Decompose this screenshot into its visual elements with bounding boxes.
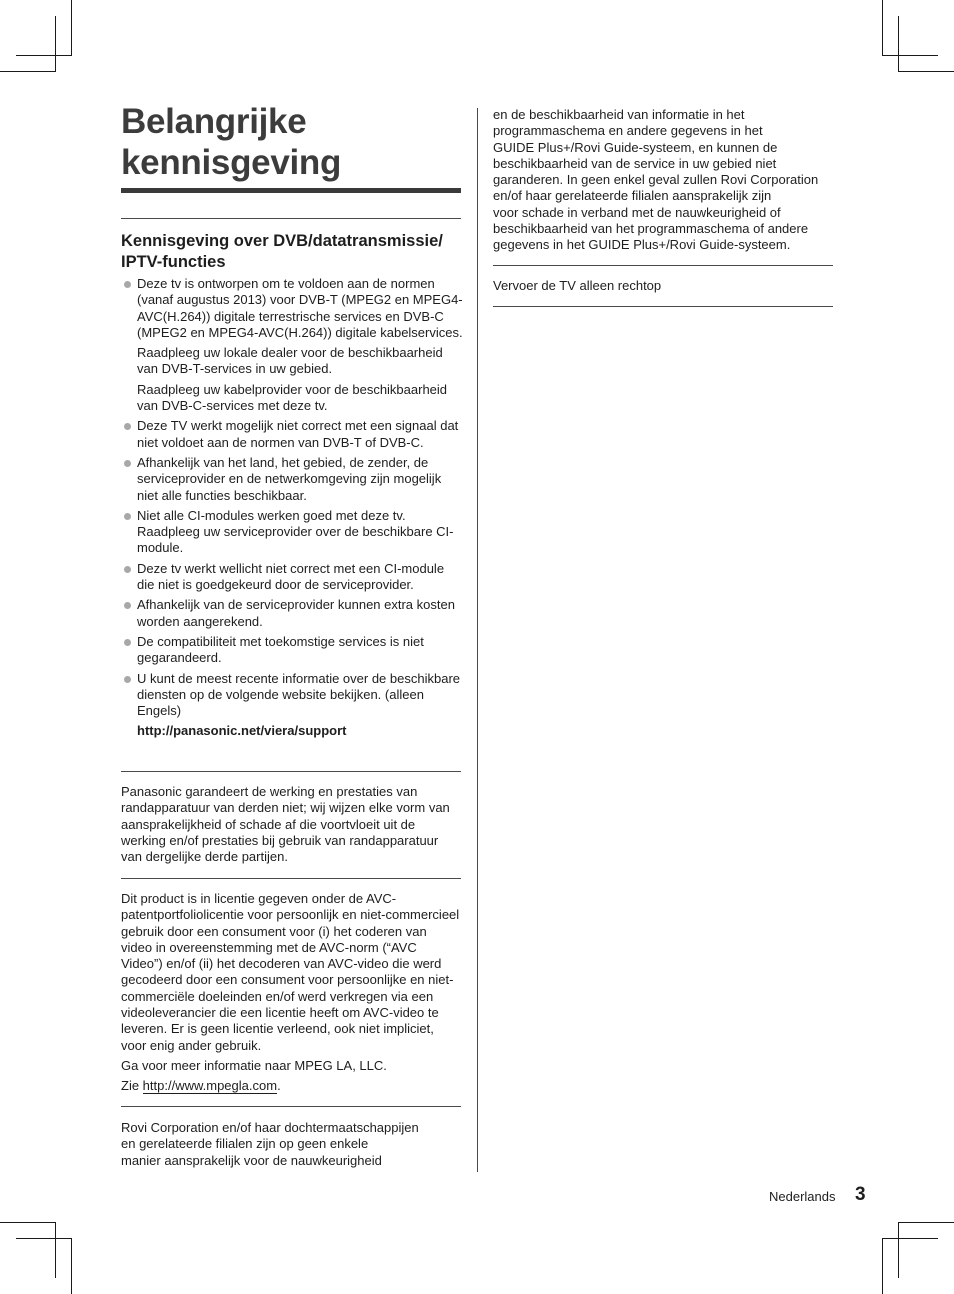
list-item-text: Deze tv werkt wellicht niet correct met een CI-module die niet is goedgekeurd door de serviceprovider. — [137, 560, 445, 593]
bullet-icon — [124, 602, 131, 609]
list-item-text: Niet alle CI-modules werken goed met deze tv. Raadpleeg uw serviceprovider over de beschikbare CI-module. — [137, 507, 454, 556]
list-item-text: Afhankelijk van het land, het gebied, de zender, de serviceprovider en de netwerkomgeving zijn mogelijk niet alle functies beschikbaar. — [137, 454, 442, 503]
crop-mark — [882, 1238, 938, 1239]
list-item-text: Deze TV werkt mogelijk niet correct met een signaal dat niet voldoet aan de normen van DVB-T of DVB-C. — [137, 418, 459, 450]
section-divider — [121, 878, 461, 879]
crop-mark — [16, 1238, 72, 1239]
crop-mark — [882, 55, 938, 56]
see-suffix: . — [277, 1078, 281, 1094]
bullet-icon — [124, 513, 131, 520]
list-item — [121, 671, 463, 720]
page-title-line: Belangrijke — [121, 102, 307, 141]
title-underline — [121, 188, 461, 193]
dvb-notice-section — [121, 231, 463, 744]
section-divider — [121, 218, 461, 219]
text-line: GUIDE Plus+/Rovi Guide-systeem, en kunnen de — [493, 139, 778, 155]
crop-mark — [898, 1222, 954, 1223]
section-divider — [121, 771, 461, 772]
list-item-note: Raadpleeg uw kabelprovider voor de beschikbaarheid van DVB-C-services met deze tv. — [137, 381, 448, 414]
column-divider — [477, 108, 478, 1172]
crop-mark — [55, 1222, 56, 1278]
text-line: gegevens in het GUIDE Plus+/Rovi Guide-systeem. — [493, 237, 791, 253]
crop-mark — [16, 55, 72, 56]
crop-mark — [898, 16, 899, 72]
bullet-icon — [124, 676, 131, 683]
crop-mark — [55, 16, 56, 72]
text-line: en gerelateerde filialen zijn op geen enkele — [121, 1136, 369, 1152]
text-line: garanderen. In geen enkel geval zullen Rovi Corporation — [493, 172, 819, 188]
bullet-icon — [124, 566, 131, 573]
crop-mark — [0, 1222, 56, 1223]
section-divider — [121, 1106, 461, 1107]
bullet-icon — [124, 639, 131, 646]
section-heading: Kennisgeving over DVB/datatransmissie/ IPTV-functies — [121, 232, 443, 271]
paragraph: Vervoer de TV alleen rechtop — [493, 278, 662, 293]
list-item-text: U kunt de meest recente informatie over de beschikbare diensten op de volgende website bekijken. (alleen Engels) — [137, 670, 461, 719]
list-item — [121, 455, 463, 504]
crop-mark — [898, 71, 954, 72]
paragraph — [121, 1078, 461, 1094]
crop-mark — [882, 1238, 883, 1294]
list-item — [121, 276, 463, 341]
mpegla-link[interactable]: http://www.mpegla.com — [142, 1078, 278, 1094]
crop-mark — [71, 0, 72, 56]
list-item — [121, 634, 463, 667]
rovi-disclaimer-start — [121, 1120, 461, 1169]
notice-list — [121, 418, 463, 719]
crop-mark — [898, 1222, 899, 1278]
crop-mark — [0, 71, 56, 72]
text-line: beschikbaarheid van de service in uw gebied niet — [493, 155, 777, 171]
paragraph: Dit product is in licentie gegeven onder de AVC-patentportfoliolicentie voor persoonlijk en niet-commercieel gebruik door een consument voor (i) het coderen van video in overeenstemming met de AVC-norm (“AVC Video”) en/of (ii) het decoderen van AVC-video die werd gecodeerd door een consument voor persoonlijke en niet-commerciële doeleinden en/of werd verkregen via een videoleverancier die een licentie heeft om AVC-video te leveren. Er is geen licentie verleend, ook niet impliciet, voor enig ander gebruik. — [121, 891, 460, 1053]
crop-mark — [71, 1238, 72, 1294]
peripheral-disclaimer — [121, 784, 461, 869]
paragraph: Ga voor meer informatie naar MPEG LA, LLC. — [121, 1057, 387, 1073]
bullet-icon — [124, 460, 131, 467]
notice-list — [121, 276, 463, 341]
footer-language: Nederlands — [769, 1189, 836, 1204]
transport-notice — [493, 278, 833, 294]
support-url[interactable]: http://panasonic.net/viera/support — [137, 723, 347, 739]
list-item-note: Raadpleeg uw lokale dealer voor de beschikbaarheid van DVB-T-services in uw gebied. — [137, 345, 443, 377]
avc-license-notice — [121, 891, 461, 1099]
bullet-icon — [124, 423, 131, 430]
list-item — [121, 597, 463, 630]
list-item — [121, 418, 463, 451]
list-item — [121, 561, 463, 594]
text-line: manier aansprakelijk voor de nauwkeurigheid — [121, 1152, 382, 1168]
page-title — [121, 101, 461, 183]
text-line: en de beschikbaarheid van informatie in het — [493, 107, 745, 122]
page-number: 3 — [855, 1184, 866, 1205]
list-item — [121, 508, 463, 557]
paragraph: Panasonic garandeert de werking en prestaties van randapparatuur van derden niet; wij wijzen elke vorm van aansprakelijkheid of schade af die voortvloeit uit de werking en/of prestaties bij gebruik van randapparatuur van dergelijke derde partijen. — [121, 784, 450, 865]
crop-mark — [882, 0, 883, 56]
list-item-text: Afhankelijk van de serviceprovider kunnen extra kosten worden aangerekend. — [137, 597, 455, 629]
see-prefix: Zie — [121, 1078, 143, 1094]
section-divider — [493, 265, 833, 266]
list-item-text: De compatibiliteit met toekomstige services is niet gegarandeerd. — [137, 633, 424, 666]
text-line: Rovi Corporation en/of haar dochtermaatschappijen — [121, 1120, 419, 1135]
page-title-line: kennisgeving — [121, 143, 342, 182]
bullet-icon — [124, 281, 131, 288]
text-line: beschikbaarheid van het programmaschema of andere — [493, 221, 809, 237]
text-line: voor schade in verband met de nauwkeurigheid of — [493, 204, 781, 220]
rovi-disclaimer-continued — [493, 107, 838, 254]
list-item-text: Deze tv is ontworpen om te voldoen aan de normen (vanaf augustus 2013) voor DVB-T (MPEG2 en MPEG4-AVC(H.264)) digitale terrestrische services en DVB-C (MPEG2 en MPEG4-AVC(H.264)) digitale kabelservices. — [137, 276, 463, 340]
section-divider — [493, 306, 833, 307]
text-line: programmaschema en andere gegevens in het — [493, 123, 763, 139]
text-line: en/of haar gerelateerde filialen aansprakelijk zijn — [493, 188, 772, 204]
